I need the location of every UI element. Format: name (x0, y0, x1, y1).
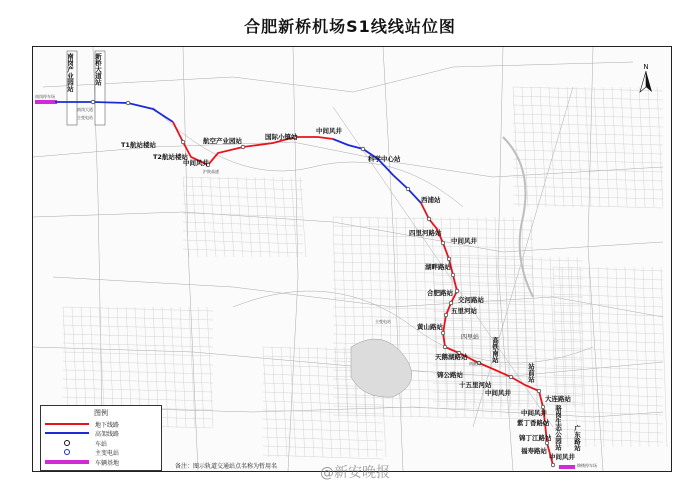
station-marker-15 (441, 331, 445, 335)
label-station-wulihe: 五里河站 (451, 307, 477, 315)
watermark: @新安晚报 (320, 465, 390, 481)
label-station-dalian: 大连路站 (545, 395, 571, 403)
label-shaft-3: 中间风井 (451, 237, 477, 245)
label-shaft-2: 中间风井 (316, 127, 342, 135)
station-marker-24 (551, 463, 555, 467)
label-shaft-4: 中间风井 (485, 389, 511, 397)
label-station-fushou: 福寿路站 (521, 447, 547, 455)
legend-title: 图例 (94, 409, 108, 417)
lake (351, 339, 412, 397)
label-station-zidingxiang: 紫丁香路站 (517, 419, 550, 427)
label-station-science: 科学中心站 (368, 155, 401, 163)
station-marker-20 (537, 389, 541, 393)
station-marker-13 (449, 301, 453, 305)
station-marker-16 (443, 345, 447, 349)
label-station-tianehu: 天鹅湖路站 (435, 353, 468, 361)
river (503, 137, 533, 297)
label-shaft-5: 中间风井 (521, 409, 547, 417)
label-station-huangshan: 黄山路站 (417, 323, 443, 331)
legend-label-depot: 车辆基地 (95, 460, 120, 467)
label-station-guangdong: 广东路站 (573, 425, 581, 451)
station-marker-0 (91, 100, 95, 104)
label-station-intl-town: 国际小镇站 (265, 133, 298, 141)
legend-swatch-depot (45, 460, 89, 464)
legend-item-depot (45, 458, 157, 467)
label-station-hsr-south: 高铁南站 (491, 337, 499, 363)
station-marker-10 (447, 257, 451, 261)
label-substation-2: 主变电站 (375, 319, 391, 324)
label-station-luogang: 骆岗生态公园站 (554, 405, 562, 451)
label-expressway: 沪陕高速 (203, 169, 219, 174)
label-station-aviation: 航空产业园站 (203, 137, 242, 145)
station-marker-12 (455, 289, 459, 293)
label-station-shiwulihe: 十五里河站 (459, 381, 492, 389)
label-shaft-1: 中间风井 (183, 159, 209, 167)
legend-label-elevated: 高架线路 (95, 431, 120, 438)
label-vertical-road-2: 新桥大道站 (94, 53, 102, 86)
map-legend (40, 405, 162, 471)
label-station-jiaohe: 交河路站 (458, 296, 484, 304)
north-label: N (643, 63, 649, 71)
label-substation-1: 主变电站 (77, 115, 93, 120)
legend-swatch-elevated (45, 432, 89, 434)
legend-substation-icon (64, 449, 70, 455)
legend-label-station: 车站 (95, 441, 108, 448)
legend-swatch-underground (45, 423, 89, 425)
station-marker-1 (126, 101, 130, 105)
label-station-hefei-rd: 合肥路站 (427, 289, 453, 297)
station-marker-6 (361, 147, 365, 151)
label-station-xipu: 西浦站 (421, 196, 441, 204)
label-station-jingong: 锦公路站 (437, 371, 463, 379)
label-station-t1: T1航站楼站 (121, 141, 156, 149)
station-marker-2 (181, 140, 185, 144)
legend-item-substation (45, 448, 157, 457)
label-station-silihe: 四里河路站 (409, 229, 442, 237)
label-station-zhanqian: 站前站 (527, 363, 535, 383)
station-marker-14 (444, 313, 448, 317)
station-marker-8 (427, 217, 431, 221)
label-shaft-6: 中间风井 (549, 453, 575, 461)
station-marker-11 (451, 273, 455, 277)
label-depot-southeast: 锦绣停车场 (577, 463, 597, 468)
legend-station-icon (64, 440, 70, 446)
label-nangang-ave: 南岗大道 (77, 107, 93, 112)
depot-nangang (35, 100, 57, 104)
legend-label-substation: 主变电站 (95, 450, 120, 457)
label-station-sili: 四里站 (461, 334, 480, 341)
legend-item-elevated (45, 429, 157, 438)
label-station-jindingjiang: 锦丁江路站 (519, 434, 552, 442)
map-note: 备注：图示轨道交通站点名称为暂用名 (175, 463, 278, 470)
north-arrow-icon (636, 62, 656, 98)
station-marker-19 (509, 375, 513, 379)
legend-item-underground (45, 420, 157, 429)
legend-label-underground: 地下线路 (95, 422, 120, 429)
page-title: 合肥新桥机场S1线线站位图 (244, 17, 456, 36)
label-station-t2: T2航站楼站 (153, 153, 188, 161)
station-marker-9 (441, 241, 445, 245)
label-river: 南淝河 (469, 361, 481, 366)
legend-item-station (45, 439, 157, 448)
station-marker-7 (406, 187, 410, 191)
station-marker-4 (241, 145, 245, 149)
label-depot-nangang: 南岗停车场 (35, 94, 55, 99)
label-station-hupan: 湖畔路站 (425, 263, 451, 271)
depot-southeast (559, 465, 575, 469)
label-vertical-road-1: 南岗产业园站 (66, 53, 74, 92)
